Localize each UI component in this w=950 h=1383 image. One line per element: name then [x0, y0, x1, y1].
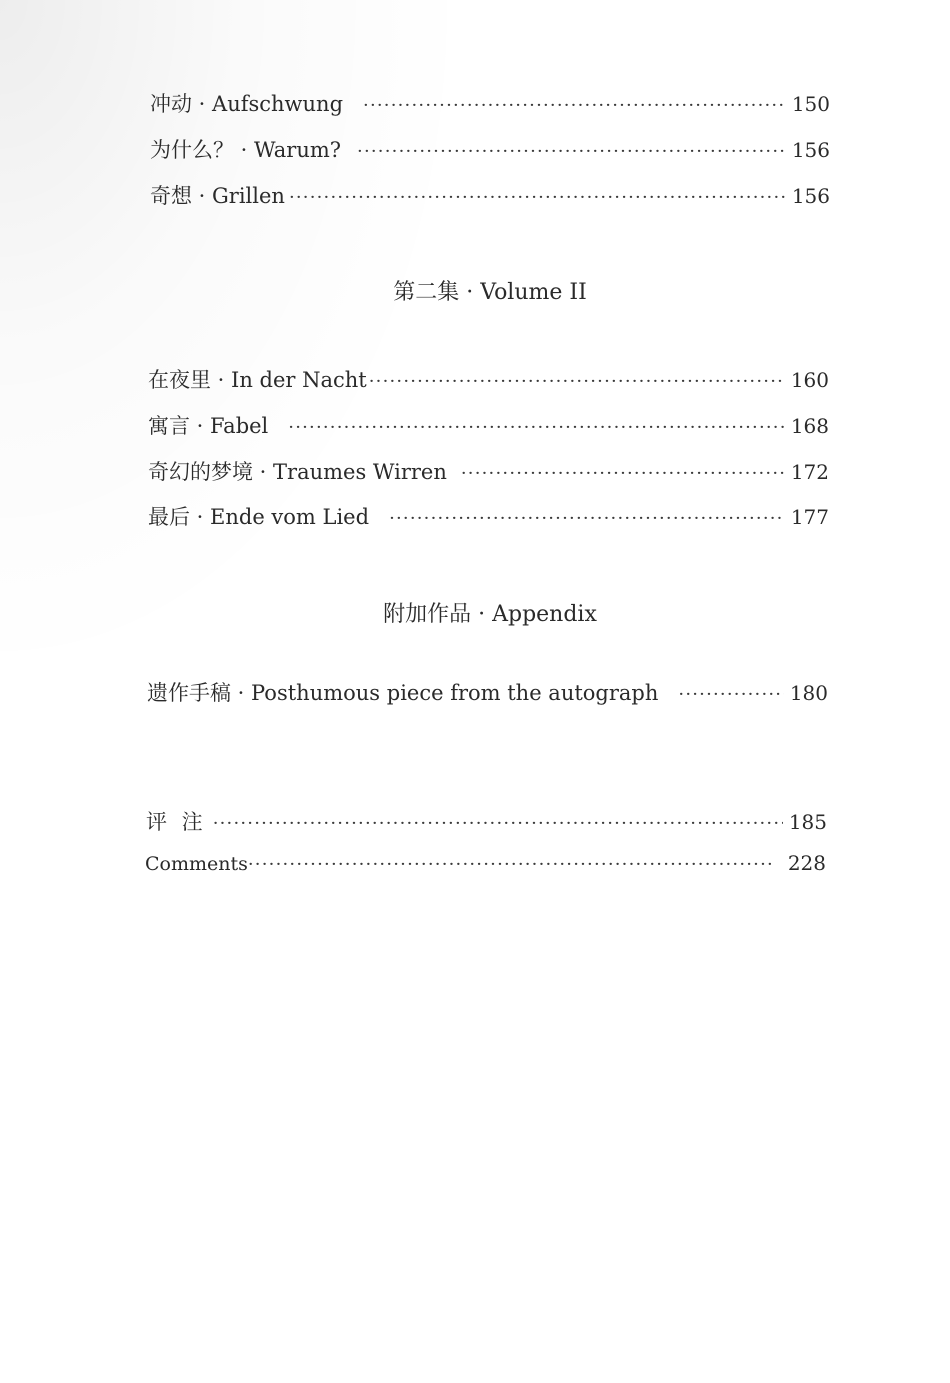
toc-entry-commentary-zh	[146, 806, 827, 836]
toc-page-number: 180	[789, 681, 828, 705]
toc-entry-posthumous-piece	[147, 677, 828, 707]
toc-entry-title: 寓言 · Fabel	[148, 414, 269, 438]
dot-leader	[461, 463, 785, 484]
dot-leader	[213, 813, 783, 834]
toc-entry-comments	[145, 851, 826, 875]
toc-entry-title: 在夜里 · In der Nacht	[148, 368, 367, 392]
dot-leader	[369, 371, 785, 392]
toc-entry-title: 为什么？ · Warum?	[150, 138, 342, 162]
toc-page-number: 156	[791, 138, 830, 162]
dot-leader	[678, 684, 783, 705]
toc-entry-grillen	[150, 180, 830, 210]
dot-leader	[289, 187, 786, 208]
toc-page-number: 172	[790, 460, 829, 484]
dot-leader	[363, 95, 786, 116]
toc-entry-title: 最后 · Ende vom Lied	[148, 505, 370, 529]
toc-entry-title: 奇想 · Grillen	[150, 184, 285, 208]
toc-page-number: 228	[787, 851, 826, 875]
toc-entry-traumes-wirren	[148, 456, 829, 486]
toc-entry-title: Comments	[145, 853, 248, 875]
dot-leader	[389, 508, 785, 529]
toc-entry-in-der-nacht	[148, 364, 829, 394]
toc-page-number: 168	[790, 414, 829, 438]
toc-page-number: 185	[788, 810, 827, 834]
toc-entry-aufschwung	[150, 88, 830, 118]
toc-page-number: 156	[791, 184, 830, 208]
section-heading-volume-2: 第二集 · Volume II	[393, 280, 587, 305]
toc-entry-title: 评 注	[146, 810, 207, 834]
toc-entry-warum	[150, 134, 830, 164]
dot-leader	[288, 417, 785, 438]
toc-page-number: 160	[790, 368, 829, 392]
dot-leader	[357, 141, 786, 162]
toc-entry-ende-vom-lied	[148, 501, 829, 531]
section-heading-appendix: 附加作品 · Appendix	[383, 602, 597, 627]
toc-entry-title: 冲动 · Aufschwung	[150, 92, 344, 116]
toc-entry-title: 奇幻的梦境 · Traumes Wirren	[148, 460, 447, 484]
dot-leader	[248, 854, 774, 875]
toc-entry-fabel	[148, 410, 829, 440]
toc-page-number: 150	[791, 92, 830, 116]
toc-entry-title: 遗作手稿 · Posthumous piece from the autograph	[147, 681, 659, 705]
toc-page-number: 177	[790, 505, 829, 529]
